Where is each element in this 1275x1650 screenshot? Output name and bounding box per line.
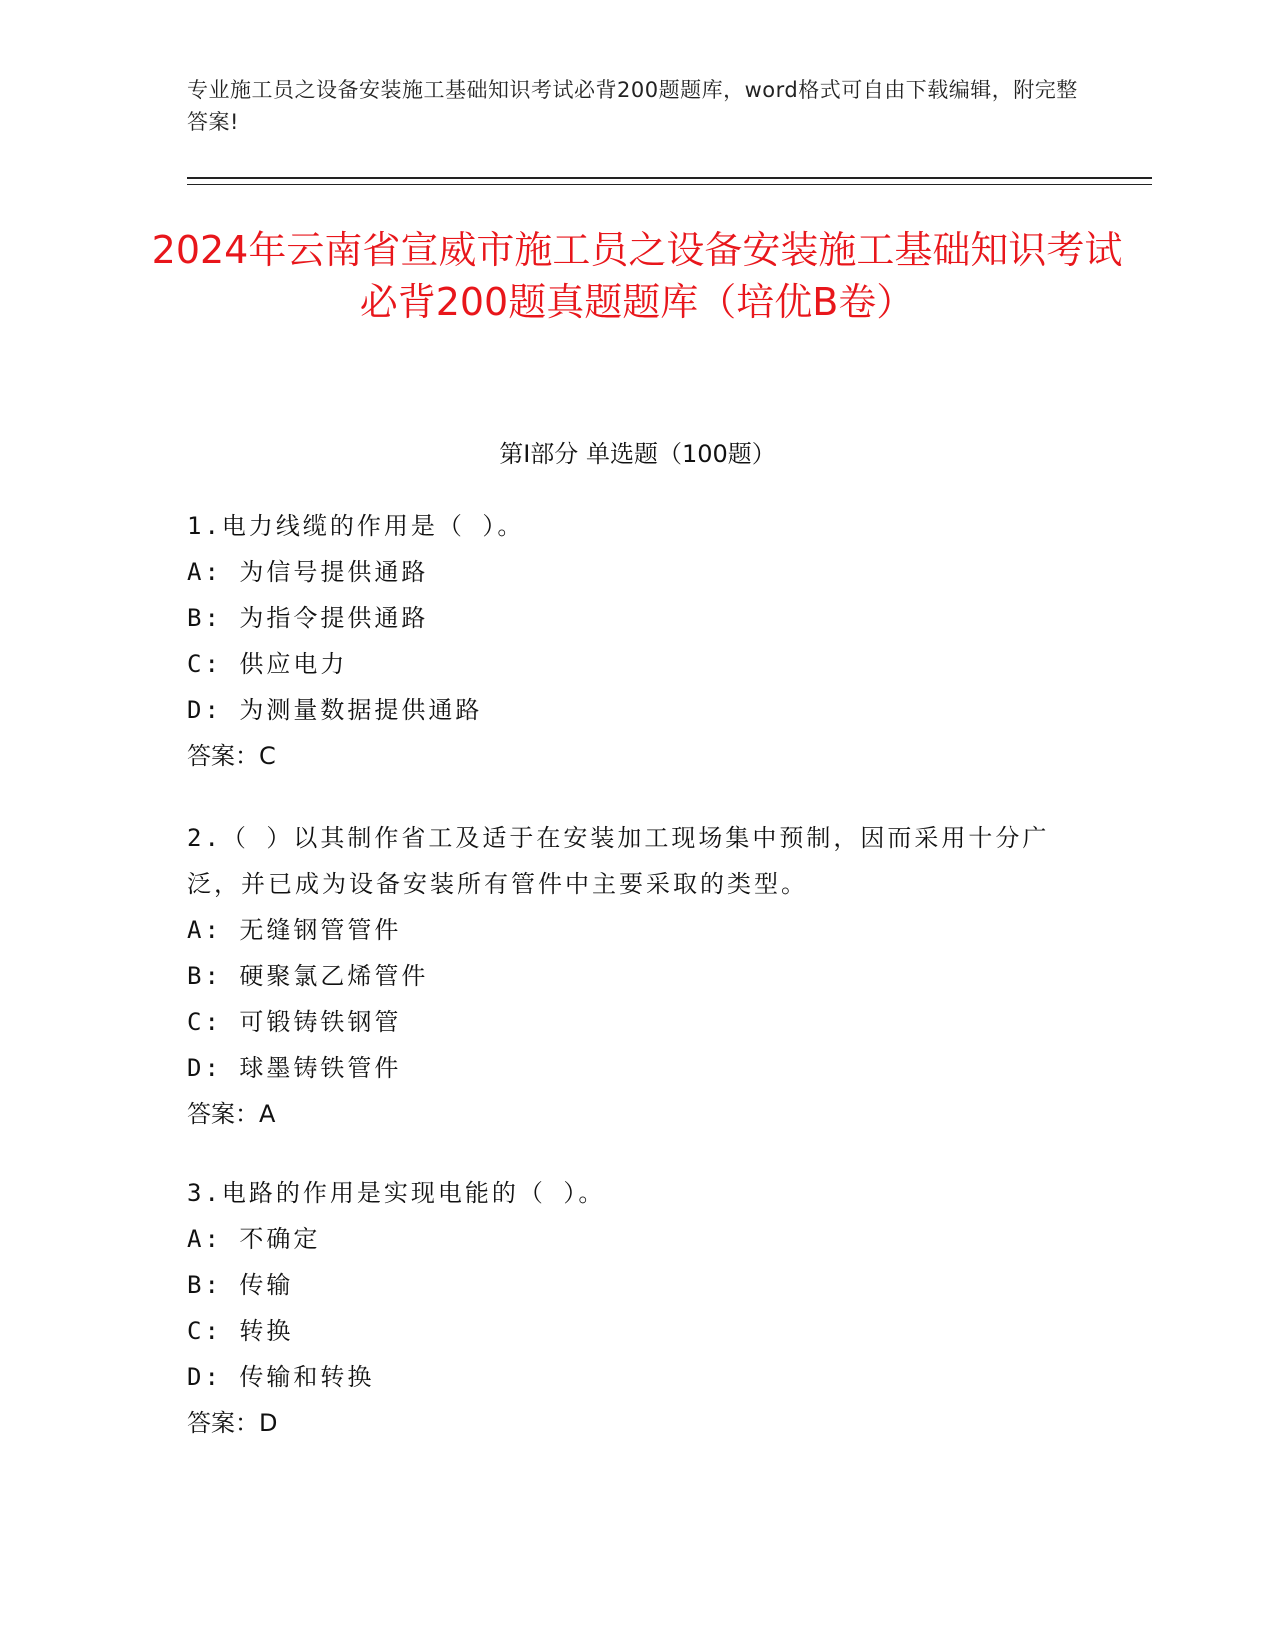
question-stem: 3.电路的作用是实现电能的（ ）。 bbox=[187, 1179, 606, 1207]
option-a: A: 为信号提供通路 bbox=[187, 558, 429, 586]
header-divider-thick bbox=[187, 177, 1152, 179]
option-c: C: 可锻铸铁钢管 bbox=[187, 1008, 402, 1036]
option-d: D: 球墨铸铁管件 bbox=[187, 1054, 402, 1082]
question-stem: 2.（ ）以其制作省工及适于在安装加工现场集中预制，因而采用十分广泛，并已成为设备安装所有管件中主要采取的类型。 bbox=[187, 824, 1050, 898]
header-divider-thin bbox=[187, 184, 1152, 185]
answer: 答案：D bbox=[187, 1409, 278, 1437]
question-2 bbox=[187, 815, 1087, 1137]
header-note: 专业施工员之设备安装施工基础知识考试必背200题题库，word格式可自由下载编辑，附完整答案! bbox=[187, 78, 1078, 134]
option-d: D: 传输和转换 bbox=[187, 1363, 375, 1391]
section-title: 第Ⅰ部分 单选题（100题） bbox=[499, 440, 776, 468]
option-b: B: 硬聚氯乙烯管件 bbox=[187, 962, 429, 990]
option-a: A: 不确定 bbox=[187, 1225, 321, 1253]
option-c: C: 转换 bbox=[187, 1317, 294, 1345]
option-c: C: 供应电力 bbox=[187, 650, 348, 678]
answer: 答案：A bbox=[187, 1100, 276, 1128]
option-a: A: 无缝钢管管件 bbox=[187, 916, 402, 944]
question-stem: 1.电力线缆的作用是（ ）。 bbox=[187, 512, 525, 540]
option-b: B: 为指令提供通路 bbox=[187, 604, 429, 632]
option-d: D: 为测量数据提供通路 bbox=[187, 696, 483, 724]
answer: 答案：C bbox=[187, 742, 276, 770]
option-b: B: 传输 bbox=[187, 1271, 294, 1299]
document-title: 2024年云南省宣威市施工员之设备安装施工基础知识考试必背200题真题题库（培优B卷） bbox=[151, 228, 1123, 324]
question-1 bbox=[187, 503, 1087, 779]
question-3 bbox=[187, 1170, 1087, 1446]
